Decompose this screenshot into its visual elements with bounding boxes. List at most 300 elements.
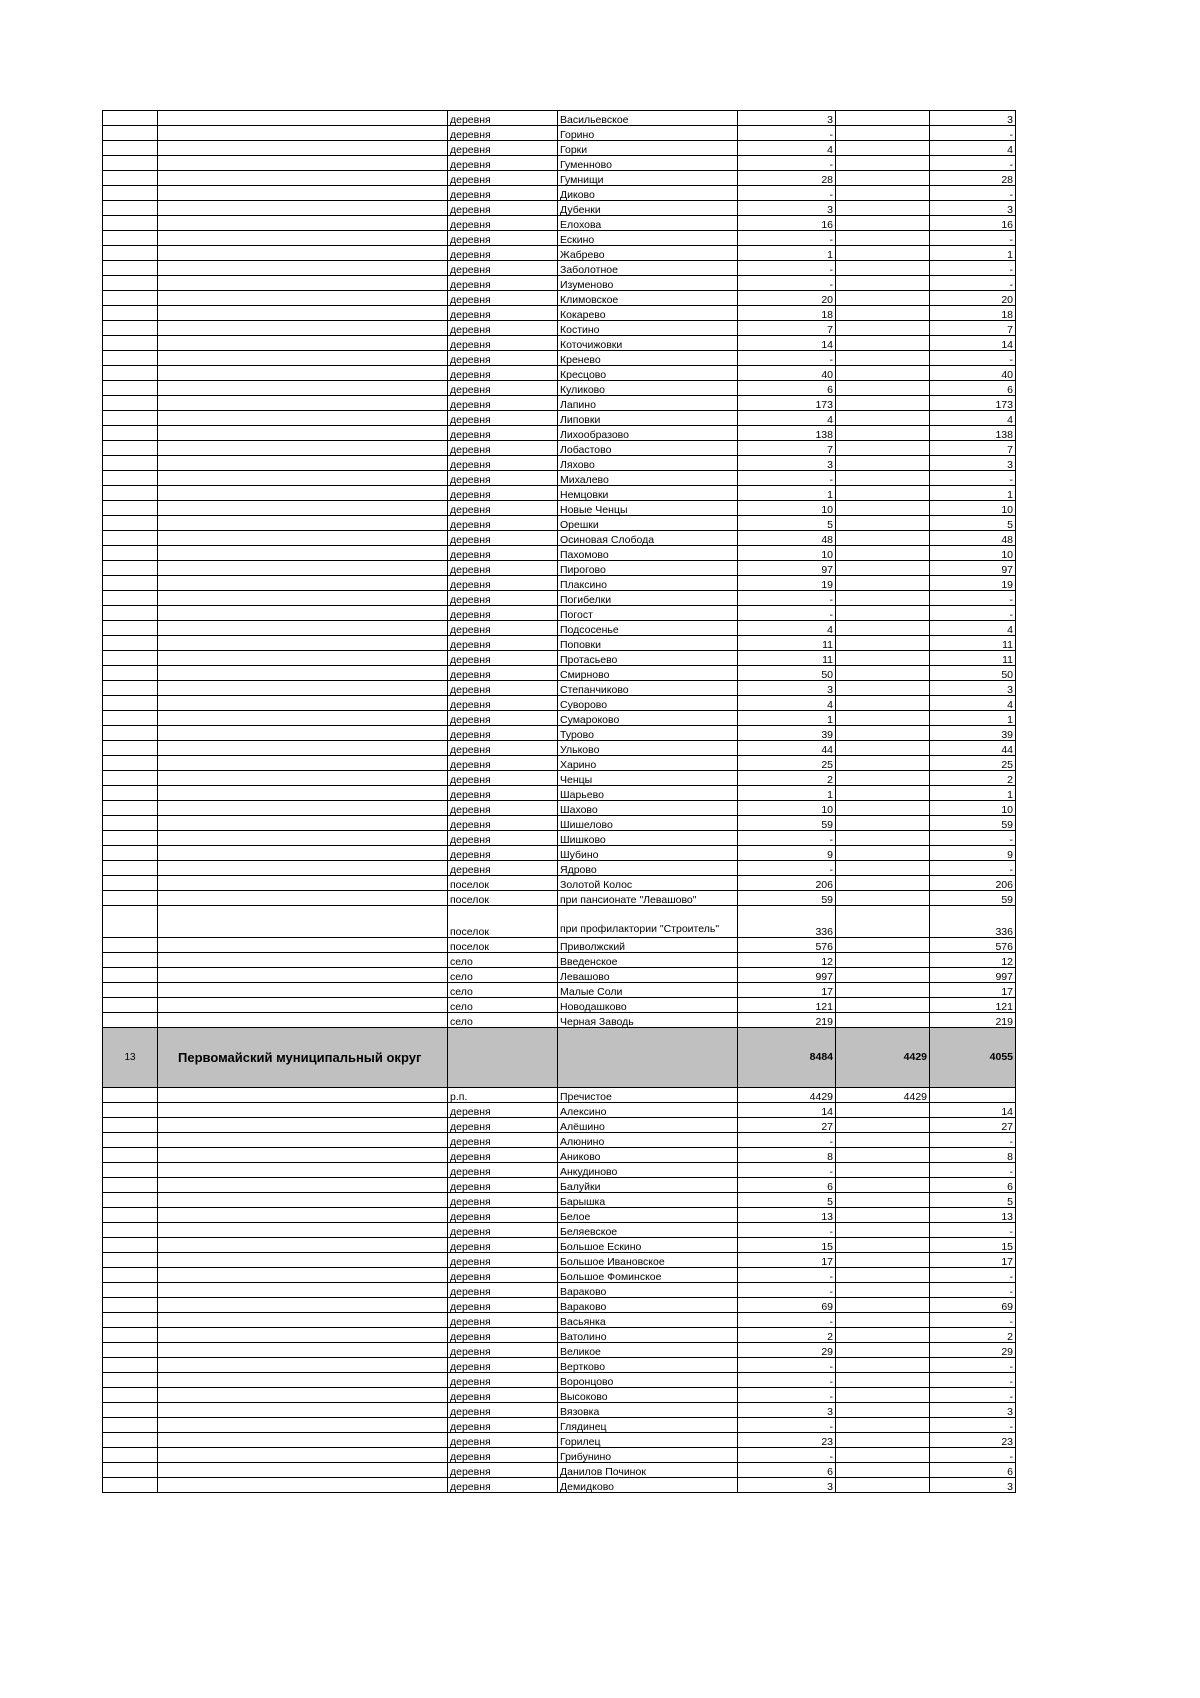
population-rural: 121: [930, 998, 1016, 1013]
population-urban: [836, 111, 930, 126]
settlement-type: деревня: [448, 711, 558, 726]
population-rural: 18: [930, 306, 1016, 321]
population-rural: 2: [930, 1328, 1016, 1343]
population-total: 3: [738, 681, 836, 696]
settlement-name: Подсосенье: [558, 621, 738, 636]
district-cell: [158, 816, 448, 831]
district-rural: 4055: [930, 1028, 1016, 1088]
settlement-name: Вараково: [558, 1298, 738, 1313]
index-cell: [103, 1388, 158, 1403]
district-cell: [158, 591, 448, 606]
district-cell: [158, 126, 448, 141]
population-urban: [836, 1178, 930, 1193]
index-cell: [103, 396, 158, 411]
population-urban: [836, 561, 930, 576]
municipal-district-row: [103, 1028, 1016, 1088]
settlement-name: Поповки: [558, 636, 738, 651]
table-row: [103, 366, 1016, 381]
population-urban: [836, 953, 930, 968]
population-total: 3: [738, 1478, 836, 1493]
population-urban: [836, 816, 930, 831]
district-cell: [158, 216, 448, 231]
population-urban: [836, 846, 930, 861]
table-row: [103, 1283, 1016, 1298]
settlement-type: деревня: [448, 681, 558, 696]
settlement-type: деревня: [448, 1463, 558, 1478]
population-urban: [836, 1283, 930, 1298]
index-cell: [103, 786, 158, 801]
population-rural: 15: [930, 1238, 1016, 1253]
district-cell: [158, 1133, 448, 1148]
population-urban: [836, 246, 930, 261]
settlement-name: Степанчиково: [558, 681, 738, 696]
settlement-name: Смирново: [558, 666, 738, 681]
index-cell: [103, 606, 158, 621]
population-total: -: [738, 156, 836, 171]
index-cell: [103, 321, 158, 336]
district-cell: [158, 576, 448, 591]
table-body-part1: [103, 111, 1016, 1028]
population-rural: -: [930, 1313, 1016, 1328]
population-urban: [836, 1103, 930, 1118]
population-urban: [836, 711, 930, 726]
index-cell: [103, 216, 158, 231]
population-total: 10: [738, 501, 836, 516]
index-cell: [103, 1163, 158, 1178]
district-cell: [158, 1478, 448, 1493]
district-cell: [158, 306, 448, 321]
table-row: [103, 1148, 1016, 1163]
settlement-type: деревня: [448, 816, 558, 831]
settlement-name: Дубенки: [558, 201, 738, 216]
population-rural: 11: [930, 636, 1016, 651]
district-cell: [158, 801, 448, 816]
population-rural: 5: [930, 1193, 1016, 1208]
population-urban: [836, 366, 930, 381]
population-total: -: [738, 471, 836, 486]
index-cell: [103, 381, 158, 396]
index-cell: [103, 1418, 158, 1433]
table-row: [103, 591, 1016, 606]
table-row: [103, 831, 1016, 846]
settlement-type: деревня: [448, 561, 558, 576]
population-total: 3: [738, 201, 836, 216]
district-cell: [158, 1268, 448, 1283]
settlement-type: село: [448, 968, 558, 983]
population-total: 2: [738, 771, 836, 786]
district-cell: [158, 546, 448, 561]
population-rural: -: [930, 831, 1016, 846]
population-urban: [836, 1433, 930, 1448]
index-cell: [103, 1313, 158, 1328]
population-rural: 2: [930, 771, 1016, 786]
settlement-type: деревня: [448, 156, 558, 171]
table-row: [103, 621, 1016, 636]
settlement-type: деревня: [448, 1433, 558, 1448]
settlement-type: деревня: [448, 1238, 558, 1253]
index-cell: [103, 1343, 158, 1358]
population-total: 12: [738, 953, 836, 968]
population-urban: [836, 1358, 930, 1373]
settlement-name: Шарьево: [558, 786, 738, 801]
index-cell: [103, 456, 158, 471]
population-total: -: [738, 1268, 836, 1283]
population-urban: [836, 998, 930, 1013]
index-cell: [103, 531, 158, 546]
population-rural: -: [930, 351, 1016, 366]
district-cell: [158, 983, 448, 998]
settlement-type: деревня: [448, 1328, 558, 1343]
population-rural: 3: [930, 1403, 1016, 1418]
settlement-name: Большое Фоминское: [558, 1268, 738, 1283]
population-total: 17: [738, 983, 836, 998]
population-urban: 4429: [836, 1088, 930, 1103]
index-cell: [103, 591, 158, 606]
table-row: [103, 1403, 1016, 1418]
table-row: [103, 816, 1016, 831]
table-row: [103, 396, 1016, 411]
population-rural: -: [930, 1448, 1016, 1463]
settlement-name: Липовки: [558, 411, 738, 426]
index-cell: [103, 968, 158, 983]
settlement-name: Осиновая Слобода: [558, 531, 738, 546]
settlement-name: Малые Соли: [558, 983, 738, 998]
population-urban: [836, 186, 930, 201]
population-urban: [836, 291, 930, 306]
settlement-name: Новые Ченцы: [558, 501, 738, 516]
population-rural: -: [930, 261, 1016, 276]
index-cell: [103, 1463, 158, 1478]
table-row: [103, 186, 1016, 201]
settlement-type: деревня: [448, 426, 558, 441]
population-total: 20: [738, 291, 836, 306]
settlement-name: Ескино: [558, 231, 738, 246]
index-cell: [103, 1373, 158, 1388]
population-total: 6: [738, 381, 836, 396]
index-cell: [103, 501, 158, 516]
settlement-name: Харино: [558, 756, 738, 771]
population-urban: [836, 1373, 930, 1388]
district-cell: [158, 1193, 448, 1208]
index-cell: [103, 666, 158, 681]
table-row: [103, 1193, 1016, 1208]
settlement-name: Немцовки: [558, 486, 738, 501]
district-cell: [158, 998, 448, 1013]
population-total: 5: [738, 516, 836, 531]
district-cell: [158, 441, 448, 456]
table-row: [103, 1448, 1016, 1463]
population-total: 4: [738, 141, 836, 156]
index-cell: [103, 171, 158, 186]
district-cell: [158, 1448, 448, 1463]
population-rural: -: [930, 606, 1016, 621]
population-rural: 7: [930, 441, 1016, 456]
population-total: 18: [738, 306, 836, 321]
population-urban: [836, 156, 930, 171]
population-rural: 6: [930, 381, 1016, 396]
table-row: [103, 711, 1016, 726]
settlement-name: Введенское: [558, 953, 738, 968]
table-row: [103, 321, 1016, 336]
population-total: 1: [738, 246, 836, 261]
settlement-type: поселок: [448, 938, 558, 953]
population-rural: 19: [930, 576, 1016, 591]
index-cell: [103, 1358, 158, 1373]
population-urban: [836, 726, 930, 741]
table-row: [103, 381, 1016, 396]
population-urban: [836, 1133, 930, 1148]
settlement-name: Турово: [558, 726, 738, 741]
district-cell: [158, 396, 448, 411]
settlement-name: Заболотное: [558, 261, 738, 276]
index-cell: [103, 366, 158, 381]
settlement-type: деревня: [448, 756, 558, 771]
population-total: 16: [738, 216, 836, 231]
district-cell: [158, 486, 448, 501]
population-urban: [836, 216, 930, 231]
district-cell: [158, 953, 448, 968]
settlement-name: Пахомово: [558, 546, 738, 561]
settlement-name: Пречистое: [558, 1088, 738, 1103]
district-settlement-cell: [558, 1028, 738, 1088]
district-cell: [158, 1178, 448, 1193]
table-body-part2: [103, 1088, 1016, 1493]
settlement-type: деревня: [448, 396, 558, 411]
index-cell: [103, 651, 158, 666]
population-total: 997: [738, 968, 836, 983]
index-cell: [103, 111, 158, 126]
population-total: -: [738, 861, 836, 876]
district-cell: [158, 336, 448, 351]
population-total: 206: [738, 876, 836, 891]
population-urban: [836, 591, 930, 606]
population-rural: 173: [930, 396, 1016, 411]
district-cell: [158, 201, 448, 216]
population-rural: -: [930, 231, 1016, 246]
population-urban: [836, 306, 930, 321]
population-urban: [836, 786, 930, 801]
table-row: [103, 531, 1016, 546]
index-cell: [103, 1478, 158, 1493]
district-cell: [158, 141, 448, 156]
population-total: 69: [738, 1298, 836, 1313]
table-row: [103, 1433, 1016, 1448]
table-row: [103, 1208, 1016, 1223]
settlement-type: деревня: [448, 621, 558, 636]
index-cell: [103, 471, 158, 486]
index-cell: [103, 983, 158, 998]
population-rural: -: [930, 156, 1016, 171]
settlement-name: Алёшино: [558, 1118, 738, 1133]
settlement-name: Аниково: [558, 1148, 738, 1163]
table-row: [103, 786, 1016, 801]
population-total: 6: [738, 1463, 836, 1478]
district-cell: [158, 741, 448, 756]
settlement-name: Жабрево: [558, 246, 738, 261]
population-rural: 1: [930, 486, 1016, 501]
table-row: [103, 576, 1016, 591]
index-cell: [103, 1328, 158, 1343]
index-cell: [103, 546, 158, 561]
population-urban: [836, 1403, 930, 1418]
table-row: [103, 1463, 1016, 1478]
settlement-type: деревня: [448, 1268, 558, 1283]
table-row: [103, 1133, 1016, 1148]
table-row: [103, 741, 1016, 756]
district-cell: [158, 756, 448, 771]
population-urban: [836, 501, 930, 516]
population-urban: [836, 471, 930, 486]
population-urban: [836, 621, 930, 636]
settlement-name: Лобастово: [558, 441, 738, 456]
settlement-name: Левашово: [558, 968, 738, 983]
population-total: -: [738, 1388, 836, 1403]
settlement-type: деревня: [448, 651, 558, 666]
population-total: 1: [738, 486, 836, 501]
settlement-name: Шишково: [558, 831, 738, 846]
population-urban: [836, 831, 930, 846]
district-cell: [158, 1118, 448, 1133]
population-rural: 3: [930, 201, 1016, 216]
settlement-type: деревня: [448, 486, 558, 501]
population-total: -: [738, 1358, 836, 1373]
population-total: 173: [738, 396, 836, 411]
population-total: -: [738, 1418, 836, 1433]
district-cell: [158, 411, 448, 426]
index-cell: [103, 1133, 158, 1148]
population-total: 48: [738, 531, 836, 546]
population-rural: -: [930, 591, 1016, 606]
index-cell: [103, 1268, 158, 1283]
settlement-name: Васьянка: [558, 1313, 738, 1328]
index-cell: [103, 741, 158, 756]
table-row: [103, 938, 1016, 953]
table-row: [103, 1088, 1016, 1103]
population-rural: 12: [930, 953, 1016, 968]
population-total: 29: [738, 1343, 836, 1358]
population-urban: [836, 261, 930, 276]
population-rural: -: [930, 1163, 1016, 1178]
table-row: [103, 1478, 1016, 1493]
population-total: 25: [738, 756, 836, 771]
index-cell: [103, 351, 158, 366]
district-cell: [158, 351, 448, 366]
district-cell: [158, 906, 448, 938]
population-total: 59: [738, 816, 836, 831]
index-cell: [103, 1253, 158, 1268]
district-cell: [158, 246, 448, 261]
settlement-name: Орешки: [558, 516, 738, 531]
table-row: [103, 126, 1016, 141]
population-rural: 17: [930, 983, 1016, 998]
district-cell: [158, 1088, 448, 1103]
district-cell: [158, 531, 448, 546]
population-urban: [836, 741, 930, 756]
district-cell: [158, 666, 448, 681]
population-rural: [930, 1088, 1016, 1103]
district-cell: [158, 711, 448, 726]
settlement-name: Михалево: [558, 471, 738, 486]
settlement-type: р.п.: [448, 1088, 558, 1103]
population-urban: [836, 1328, 930, 1343]
district-cell: [158, 321, 448, 336]
settlement-name: Грибунино: [558, 1448, 738, 1463]
table-row: [103, 546, 1016, 561]
table-row: [103, 636, 1016, 651]
index-cell: [103, 1148, 158, 1163]
population-rural: 576: [930, 938, 1016, 953]
table-row: [103, 171, 1016, 186]
settlement-name: Ляхово: [558, 456, 738, 471]
index-cell: [103, 486, 158, 501]
table-row: [103, 846, 1016, 861]
table-row: [103, 516, 1016, 531]
table-row: [103, 771, 1016, 786]
settlement-name: Великое: [558, 1343, 738, 1358]
population-rural: 23: [930, 1433, 1016, 1448]
population-rural: -: [930, 861, 1016, 876]
population-total: 7: [738, 321, 836, 336]
index-cell: [103, 1403, 158, 1418]
settlement-name: Приволжский: [558, 938, 738, 953]
district-cell: [158, 1433, 448, 1448]
settlement-type: деревня: [448, 1388, 558, 1403]
district-cell: [158, 456, 448, 471]
population-rural: -: [930, 1358, 1016, 1373]
settlement-name: Гумнищи: [558, 171, 738, 186]
population-total: -: [738, 231, 836, 246]
settlement-type: деревня: [448, 1103, 558, 1118]
population-total: 19: [738, 576, 836, 591]
district-cell: [158, 291, 448, 306]
population-total: -: [738, 1163, 836, 1178]
population-urban: [836, 696, 930, 711]
settlement-name: Ватолино: [558, 1328, 738, 1343]
settlement-name: Ченцы: [558, 771, 738, 786]
population-total: 10: [738, 546, 836, 561]
population-urban: [836, 1163, 930, 1178]
settlement-type: деревня: [448, 1223, 558, 1238]
population-rural: 39: [930, 726, 1016, 741]
settlement-type: деревня: [448, 456, 558, 471]
population-urban: [836, 1418, 930, 1433]
district-cell: [158, 471, 448, 486]
table-row: [103, 441, 1016, 456]
settlement-type: деревня: [448, 231, 558, 246]
district-cell: [158, 1163, 448, 1178]
settlement-type: деревня: [448, 1163, 558, 1178]
settlement-type: деревня: [448, 1193, 558, 1208]
population-total: 11: [738, 636, 836, 651]
settlement-type: деревня: [448, 351, 558, 366]
table-row: [103, 351, 1016, 366]
population-total: 3: [738, 111, 836, 126]
table-row: [103, 1013, 1016, 1028]
table-row: [103, 291, 1016, 306]
settlement-name: Погибелки: [558, 591, 738, 606]
population-rural: 28: [930, 171, 1016, 186]
population-urban: [836, 666, 930, 681]
settlement-name: Шишелово: [558, 816, 738, 831]
district-cell: [158, 111, 448, 126]
table-row: [103, 861, 1016, 876]
index-cell: [103, 938, 158, 953]
settlement-name: Погост: [558, 606, 738, 621]
population-urban: [836, 351, 930, 366]
table-body-summary: [103, 1028, 1016, 1088]
population-total: 40: [738, 366, 836, 381]
population-urban: [836, 546, 930, 561]
